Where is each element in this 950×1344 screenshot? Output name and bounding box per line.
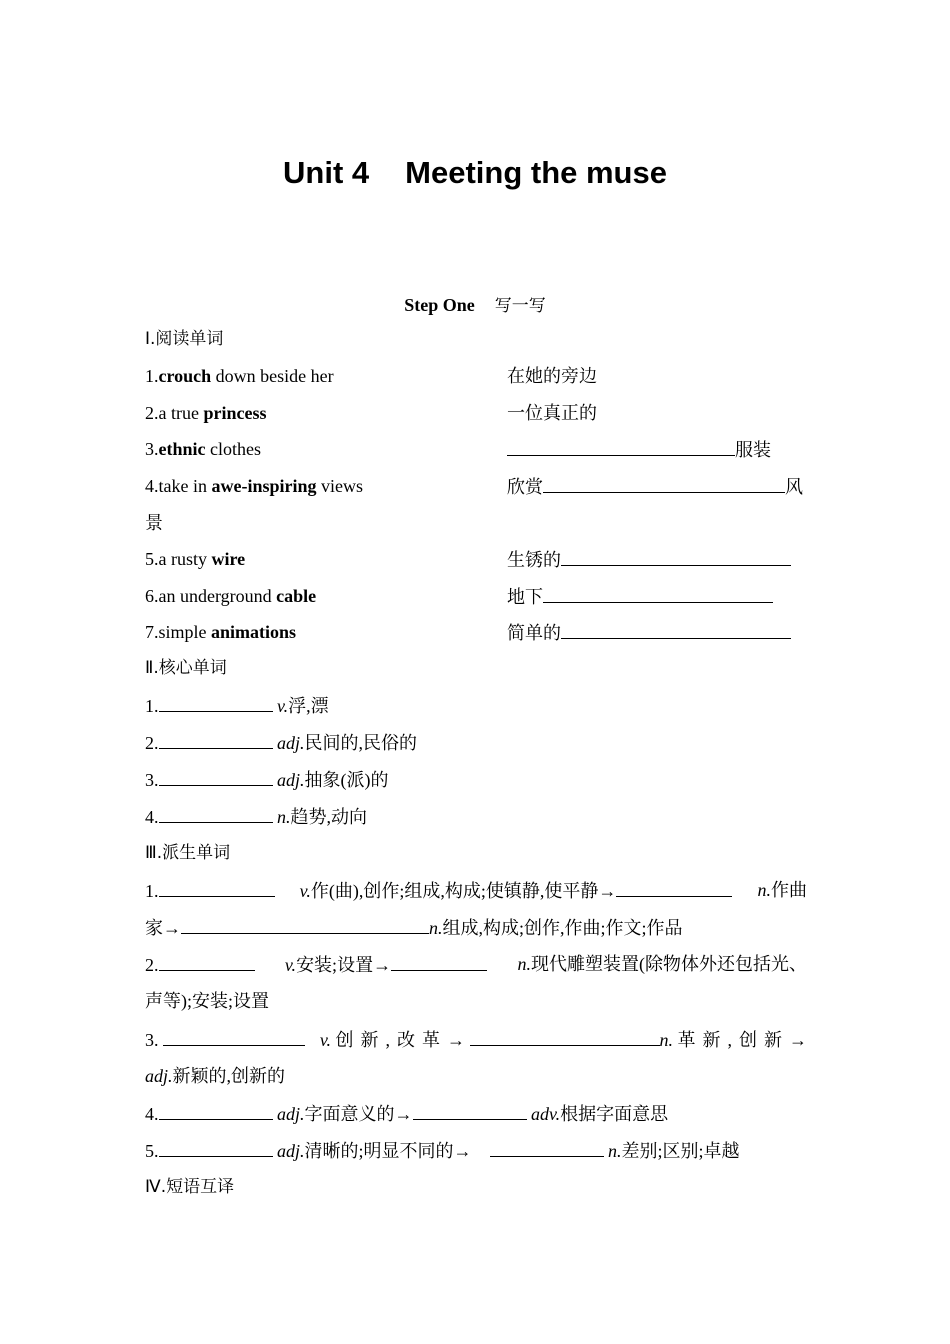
reading-translation: 欣赏 风 bbox=[507, 474, 803, 499]
answer-blank[interactable] bbox=[159, 804, 273, 823]
answer-blank[interactable] bbox=[159, 767, 273, 786]
reading-translation: 生锈的 bbox=[507, 547, 791, 572]
answer-blank[interactable] bbox=[159, 952, 255, 971]
reading-item: 3.ethnic clothes bbox=[145, 439, 261, 459]
section-heading-core: Ⅱ.核心单词 bbox=[145, 658, 227, 678]
answer-blank[interactable] bbox=[159, 1138, 273, 1157]
section-heading-derived: Ⅲ.派生单词 bbox=[145, 843, 231, 863]
core-item: 4. n.趋势,动向 bbox=[145, 804, 807, 829]
derived-item: 3. v. 创新,改革→ n. 革新,创新→ bbox=[145, 1027, 807, 1052]
answer-blank[interactable] bbox=[616, 878, 732, 897]
answer-blank[interactable] bbox=[159, 1101, 273, 1120]
answer-blank[interactable] bbox=[470, 1027, 660, 1046]
answer-blank[interactable] bbox=[507, 437, 735, 456]
answer-blank[interactable] bbox=[159, 878, 275, 897]
core-item: 3. adj.抽象(派)的 bbox=[145, 767, 807, 792]
reading-translation: 一位真正的 bbox=[507, 403, 597, 423]
unit-number: Unit 4 bbox=[283, 155, 370, 190]
section-heading-phrases: Ⅳ.短语互译 bbox=[145, 1177, 235, 1197]
reading-item: 7.simple animations bbox=[145, 622, 297, 642]
derived-item: 5. adj.清晰的;明显不同的→ n.差别;区别;卓越 bbox=[145, 1138, 807, 1163]
reading-item: 4.take in awe-inspiring views bbox=[145, 476, 363, 496]
derived-item: 1. v.作(曲),创作;组成,构成;使镇静,使平静→ n.作曲 bbox=[145, 880, 807, 901]
derived-item-wrap: adj.新颖的,创新的 bbox=[145, 1066, 286, 1086]
answer-blank[interactable] bbox=[543, 474, 785, 493]
answer-blank[interactable] bbox=[159, 730, 273, 749]
reading-translation: 简单的 bbox=[507, 620, 791, 645]
step-label: Step One bbox=[404, 295, 475, 315]
answer-blank[interactable] bbox=[163, 1027, 305, 1046]
reading-item: 2.a true princess bbox=[145, 403, 267, 423]
answer-blank[interactable] bbox=[490, 1138, 604, 1157]
answer-blank[interactable] bbox=[413, 1101, 527, 1120]
page-title bbox=[0, 155, 950, 191]
core-item: 1. v.浮,漂 bbox=[145, 693, 807, 718]
reading-translation-wrap: 景 bbox=[145, 513, 163, 533]
unit-name: Meeting the muse bbox=[405, 155, 667, 190]
answer-blank[interactable] bbox=[391, 952, 487, 971]
answer-blank[interactable] bbox=[181, 915, 429, 934]
reading-translation: 地下 bbox=[507, 584, 773, 609]
reading-item: 1.crouch down beside her bbox=[145, 366, 334, 386]
derived-item: 2. v.安装;设置→ n.现代雕塑装置(除物体外还包括光、 bbox=[145, 954, 807, 975]
reading-item: 5.a rusty wire bbox=[145, 549, 246, 569]
section-heading-reading: Ⅰ.阅读单词 bbox=[145, 329, 224, 349]
step-heading bbox=[0, 291, 950, 316]
derived-item-wrap: 声等);安装;设置 bbox=[145, 991, 269, 1011]
answer-blank[interactable] bbox=[543, 584, 773, 603]
derived-item: 4. adj.字面意义的→ adv.根据字面意思 bbox=[145, 1101, 807, 1126]
core-item: 2. adj.民间的,民俗的 bbox=[145, 730, 807, 755]
answer-blank[interactable] bbox=[159, 693, 273, 712]
reading-item: 6.an underground cable bbox=[145, 586, 317, 606]
answer-blank[interactable] bbox=[561, 547, 791, 566]
answer-blank[interactable] bbox=[561, 620, 791, 639]
step-cn: 写一写 bbox=[494, 296, 546, 316]
reading-translation: 在她的旁边 bbox=[507, 366, 597, 386]
reading-translation: 服装 bbox=[507, 437, 771, 462]
derived-item-wrap: 家→ n.组成,构成;创作,作曲;作文;作品 bbox=[145, 915, 807, 940]
